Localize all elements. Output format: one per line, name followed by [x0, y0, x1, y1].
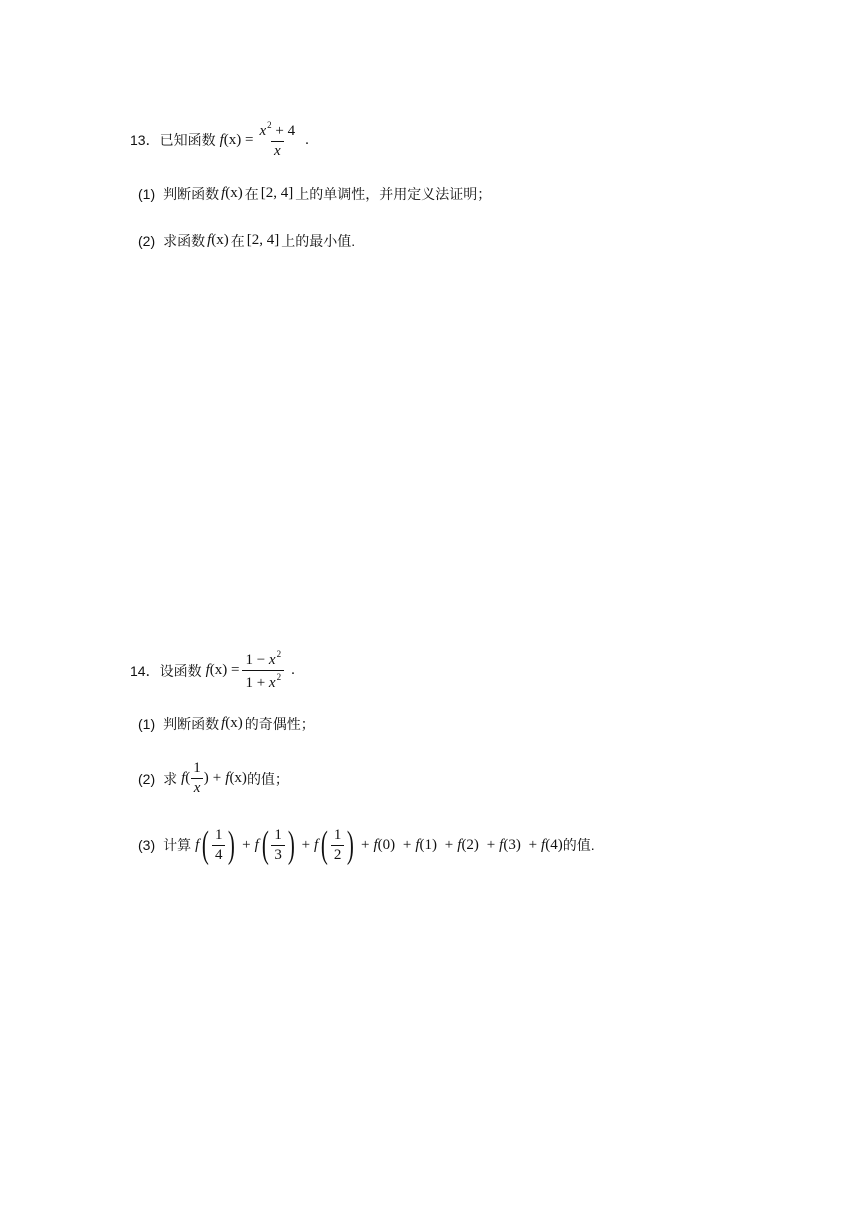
q14-p2-label: (2): [138, 770, 156, 787]
q13-formula: f(x) =: [219, 131, 254, 148]
q13-end: .: [305, 131, 309, 148]
q14-part2: (2) 求 f( $\frac{1}{x}$ ) + f(x) 的值；: [138, 760, 289, 796]
q14-part1: (1) 判断函数 f(x) 的奇偶性；: [138, 715, 315, 732]
q13-stem: [130, 121, 309, 159]
q14-number: 14．: [130, 662, 160, 679]
q13-number: 13．: [130, 132, 160, 148]
q14-p3-term-1: ( $\frac{1}{4}$ ): [202, 824, 236, 866]
q14-intro: 设函数: [159, 662, 202, 679]
q14-formula: f(x) =: [205, 662, 240, 678]
q14-p3-label: (3): [138, 837, 156, 853]
q14-end: .: [291, 662, 295, 678]
q13-p2-interval: [2, 4]: [246, 232, 280, 248]
q14-p1-label: (1): [138, 715, 156, 732]
q13-part2: (2) 求函数 f(x) 在 [2, 4] 上的最小值.: [138, 232, 356, 249]
q14-part3: (3) 计算 f ( $\frac{1}{4}$ ) + f ( $\frac{1}{3}$ ) + f ( $\frac{1}{2}$ ) + f(0) + f(1) + f(2) + f(3) + f(4) 的值.: [138, 824, 595, 866]
q14-p3-sum-rest: + f(0) + f(1) + f(2) + f(3) + f(4): [361, 836, 563, 853]
q13-intro: 已知函数: [159, 132, 216, 148]
q13-p2-label: (2): [138, 232, 156, 249]
q14-fraction: $\frac{1 - x^2}{1 + x^2}$: [242, 650, 284, 691]
q14-stem: [130, 650, 295, 691]
q14-p3-term-3: ( $\frac{1}{2}$ ): [321, 824, 355, 866]
q13-fraction: $\frac{x^2 + 4}{x}$: [259, 120, 296, 159]
q13-p1-label: (1): [138, 185, 156, 202]
q13-part1: (1) 判断函数 f(x) 在 [2, 4] 上的单调性，并用定义法证明；: [138, 185, 492, 202]
q13-p1-interval: [2, 4]: [260, 185, 294, 201]
q14-p3-term-2: ( $\frac{1}{3}$ ): [261, 824, 295, 866]
q14-p2-fraction: $\frac{1}{x}$: [190, 761, 204, 796]
